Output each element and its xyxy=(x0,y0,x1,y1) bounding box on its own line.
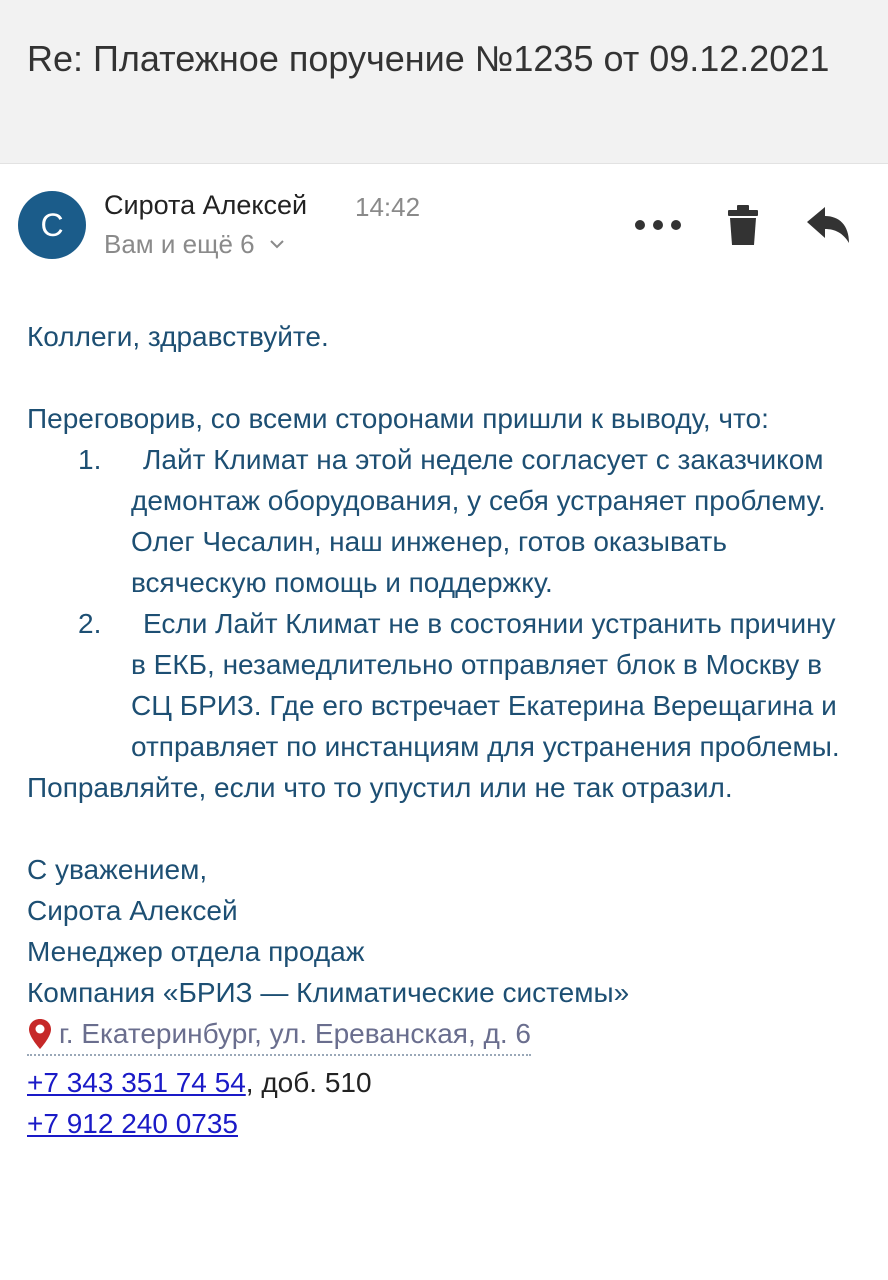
message-time: 14:42 xyxy=(355,192,421,222)
reply-icon xyxy=(805,205,851,245)
signature-position: Менеджер отдела продаж xyxy=(27,936,365,967)
address-text: г. Екатеринбург, ул. Ереванская, д. 6 xyxy=(59,1018,531,1049)
decision-list xyxy=(27,439,857,767)
list-item-text: Если Лайт Климат не в состоянии устранить причину в ЕКБ, незамедлительно отправляет блок в Москву в СЦ БРИЗ. Где его встречает Екатерина Верещагина и отправляет по инстанциям для устранения проблемы. xyxy=(131,608,840,762)
list-item-number: 2. xyxy=(78,608,102,639)
recipients-toggle[interactable] xyxy=(104,226,285,262)
sender-avatar[interactable]: C xyxy=(18,191,86,259)
more-options-button[interactable] xyxy=(630,205,686,245)
sender-name[interactable]: Сирота Алексей xyxy=(104,190,308,220)
intro-text: Переговорив, со всеми сторонами пришли к выводу, что: xyxy=(27,403,769,434)
subject-bar xyxy=(0,0,888,164)
greeting-text: Коллеги, здравствуйте. xyxy=(27,321,329,352)
phone-link-1[interactable]: +7 343 351 74 54 xyxy=(27,1066,246,1098)
email-body xyxy=(27,316,857,1144)
signature xyxy=(27,849,857,1144)
reply-button[interactable] xyxy=(800,200,856,250)
signature-name: Сирота Алексей xyxy=(27,895,238,926)
list-item xyxy=(27,439,857,603)
phone-extension: , доб. 510 xyxy=(245,1066,372,1098)
list-item-text: Лайт Климат на этой неделе согласует с заказчиком демонтаж оборудования, у себя устраняет проблему. Олег Чесалин, наш инженер, готов оказывать всяческую помощь и поддержку. xyxy=(131,444,826,598)
signature-regards: С уважением, xyxy=(27,854,208,885)
signature-company: Компания «БРИЗ — Климатические системы» xyxy=(27,977,630,1008)
trash-icon xyxy=(725,204,761,246)
list-item xyxy=(27,603,857,767)
recipients-label: Вам и ещё 6 xyxy=(104,228,255,259)
address-link[interactable] xyxy=(27,1013,531,1056)
chevron-down-icon xyxy=(269,239,285,249)
delete-button[interactable] xyxy=(720,200,766,250)
list-item-number: 1. xyxy=(78,444,102,475)
phone-link-2[interactable]: +7 912 240 0735 xyxy=(27,1107,238,1139)
email-subject: Re: Платежное поручение №1235 от 09.12.2021 xyxy=(27,38,830,79)
closing-text: Поправляйте, если что то упустил или не так отразил. xyxy=(27,772,733,803)
map-pin-icon xyxy=(27,1017,53,1051)
more-horizontal-icon xyxy=(633,218,683,232)
